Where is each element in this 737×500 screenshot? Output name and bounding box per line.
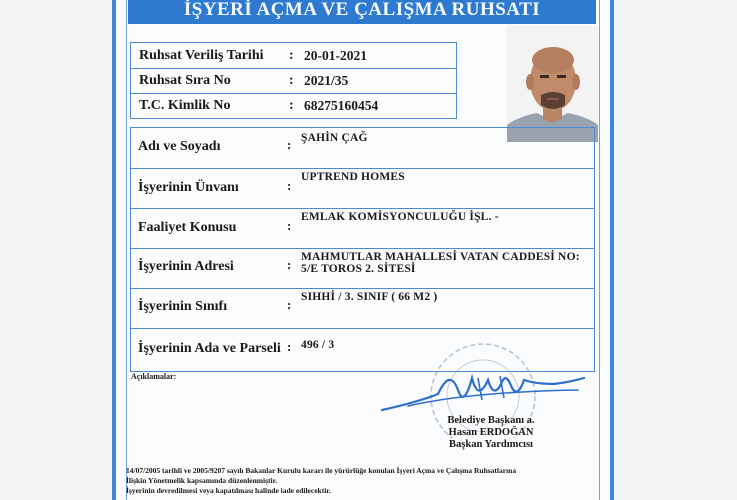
meta-value-sira-no: 2021/35: [304, 73, 349, 88]
legal-footer: [126, 466, 598, 496]
field-row-title: [131, 168, 594, 209]
footer-line1: 14/07/2005 tarihli ve 2005/9207 sayılı Bakanlar Kurulu kararı ile yürürlüğe konulan İşyeri Açma ve Çalışma Ruhsatlarına: [126, 466, 517, 475]
handwritten-signature-icon: [378, 358, 588, 420]
field-colon: :: [287, 137, 292, 152]
person-photo-icon: [507, 25, 598, 142]
field-colon: :: [287, 178, 292, 193]
document-title: İŞYERİ AÇMA VE ÇALIŞMA RUHSATI: [128, 0, 596, 24]
signer-name: Hasan ERDOĞAN: [448, 427, 534, 438]
field-value-title: UPTREND HOMES: [301, 171, 405, 183]
field-colon: :: [287, 297, 292, 312]
field-label: İşyerinin Ünvanı: [138, 180, 239, 195]
field-label: Faaliyet Konusu: [138, 220, 237, 235]
field-label: İşyerinin Adresi: [138, 259, 234, 274]
field-label: İşyerinin Sınıfı: [138, 299, 228, 314]
person-photo: [507, 25, 598, 142]
signer-title: Başkan Yardımcısı: [449, 439, 533, 450]
field-colon: :: [287, 218, 292, 233]
field-value-name: ŞAHİN ÇAĞ: [301, 132, 368, 144]
meta-colon: :: [289, 73, 294, 88]
notes-label: Açıklamalar:: [131, 372, 177, 381]
meta-label: T.C. Kimlik No: [139, 98, 231, 113]
footer-line2: İlişkin Yönetmelik kapsamında düzenlenmiştir.: [126, 476, 278, 485]
field-colon: :: [287, 257, 292, 272]
meta-value-date: 20-01-2021: [304, 48, 367, 63]
meta-row-tc-no: [131, 93, 456, 118]
meta-colon: :: [289, 98, 294, 113]
meta-row-date: [131, 43, 456, 69]
meta-colon: :: [289, 48, 294, 63]
footer-line3: İşyerinin devredilmesi veya kapatılması halinde iade edilecektir.: [126, 486, 331, 495]
field-label: İşyerinin Ada ve Parseli: [138, 341, 281, 356]
meta-label: Ruhsat Sıra No: [139, 73, 231, 88]
meta-table: [130, 42, 457, 119]
field-colon: :: [287, 339, 292, 354]
meta-value-tc-no: 68275160454: [304, 98, 379, 113]
field-label: Adı ve Soyadı: [138, 139, 221, 154]
field-row-address: [131, 248, 594, 289]
field-value-class: SIHHİ / 3. SINIF ( 66 M2 ): [301, 291, 438, 303]
field-row-class: [131, 288, 594, 329]
signer-block: [436, 415, 546, 451]
field-row-activity: [131, 208, 594, 249]
field-value-parcel: 496 / 3: [301, 339, 335, 351]
signer-line1: Belediye Başkanı a.: [447, 415, 535, 426]
meta-label: Ruhsat Veriliş Tarihi: [139, 48, 264, 63]
field-value-address: MAHMUTLAR MAHALLESİ VATAN CADDESİ NO: 5/E TOROS 2. SİTESİ: [301, 251, 580, 275]
field-value-activity: EMLAK KOMİSYONCULUĞU İŞL. -: [301, 211, 499, 223]
meta-row-sira-no: [131, 68, 456, 94]
field-row-name: [131, 128, 594, 169]
details-table: [130, 127, 595, 372]
